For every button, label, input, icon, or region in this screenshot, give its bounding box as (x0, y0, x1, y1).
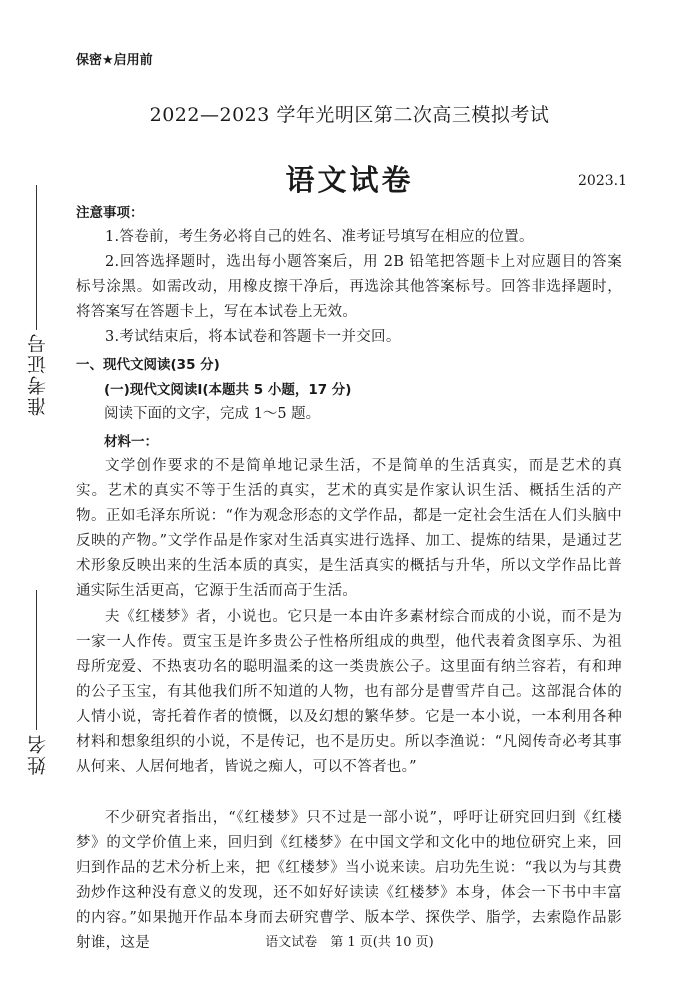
note-item: 3.考试结束后，将本试卷和答题卡一并交回。 (105, 329, 401, 345)
material-label: 材料一： (104, 434, 158, 450)
exam-date: 2023.1 (578, 173, 627, 189)
section-heading: 一、现代文阅读(35 分) (76, 357, 220, 373)
note-item: 2.回答选择题时，选出每小题答案后，用 2B 铅笔把答题卡上对应题目的答案标号涂黑。如需改动，用橡皮擦干净后，再选涂其他答案标号。回答非选择题时，将答案写在答题卡上，写在本试卷上无效。 (76, 254, 622, 320)
confidential-label: 保密★启用前 (76, 53, 153, 68)
exam-id-line (36, 185, 37, 330)
page-footer: 语文试卷 第 1 页(共 10 页) (265, 935, 434, 950)
material-paragraph: 夫《红楼梦》者，小说也。它只是一本由许多素材综合而成的小说，而不是为一家一人作传。贾宝玉是许多贵公子性格所组成的典型，他代表着贪图享乐、为祖母所宠爱、不热衷功名的聪明温柔的这一类贵族公子。这里面有纳兰容若，有和珅的公子玉宝，有其他我们所不知道的人物，也有部分是曹雪芹自己。这部混合体的人情小说，寄托着作者的愤慨，以及幻想的繁华梦。它是一本小说，一本利用各种材料和想象组织的小说，不是传记，也不是历史。所以李渔说：“凡阅传奇必考其事从何来、人居何地者，皆说之痴人，可以不答者也。” (76, 609, 622, 775)
name-label: 姓名 (27, 733, 49, 775)
name-line (36, 590, 37, 730)
subject-title: 语文试卷 (285, 163, 414, 197)
exam-title: 2022—2023 学年光明区第二次高三模拟考试 (149, 104, 550, 126)
material-paragraph: 不少研究者指出，“《红楼梦》只不过是一部小说”，呼吁让研究回归到《红楼梦》的文学价值上来，回归到《红楼梦》在中国文学和文化中的地位研究上来，回归到作品的艺术分析上来，把《红楼梦》当小说来读。启功先生说：“我以为与其费劲炒作这种没有意义的发现，还不如好好读读《红楼梦》本身，体会一下书中丰富的内容。”如果抛开作品本身而去研究曹学、版本学、探佚学、脂学，去索隐作品影射谁，这是 (76, 810, 622, 951)
notes-heading: 注意事项： (76, 205, 144, 221)
exam-id-label: 准考证号 (27, 332, 49, 416)
reading-instruction: 阅读下面的文字，完成 1～5 题。 (104, 406, 321, 422)
note-item: 1.答卷前，考生务必将自己的姓名、准考证号填写在相应的位置。 (105, 229, 534, 245)
subsection-heading: (一)现代文阅读Ⅰ(本题共 5 小题，17 分) (104, 382, 352, 398)
material-paragraph: 文学创作要求的不是简单地记录生活，不是简单的生活真实，而是艺术的真实。艺术的真实不等于生活的真实，艺术的真实是作家认识生活、概括生活的产物。正如毛泽东所说：“作为观念形态的文学作品，都是一定社会生活在人们头脑中反映的产物。”文学作品是作家对生活真实进行选择、加工、提炼的结果，是通过艺术形象反映出来的生活本质的真实，是生活真实的概括与升华，所以文学作品比普通实际生活更高，它源于生活而高于生活。 (76, 458, 622, 599)
